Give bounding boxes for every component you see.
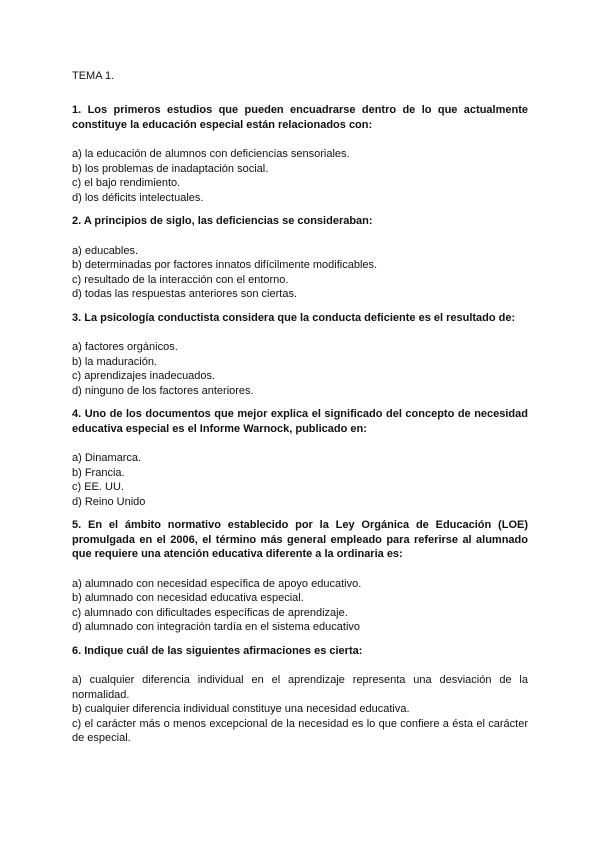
answer-option: d) alumnado con integración tardía en el sistema educativo xyxy=(72,621,361,633)
document-content xyxy=(72,68,528,755)
answer-option: b) alumnado con necesidad educativa especial. xyxy=(72,592,304,604)
answer-option: b) los problemas de inadaptación social. xyxy=(72,162,269,175)
question-text: 1. Los primeros estudios que pueden encuadrarse dentro de lo que actualmente constituye la educación especial están relacionados con: xyxy=(72,104,528,131)
answer-option: c) aprendizajes inadecuados. xyxy=(72,370,216,382)
answer-option: d) todas las respuestas anteriores son ciertas. xyxy=(72,288,298,300)
answer-option: c) alumnado con dificultades específicas de aprendizaje. xyxy=(72,606,348,619)
answer-option: d) los déficits intelectuales. xyxy=(72,191,204,204)
answer-option: a) Dinamarca. xyxy=(72,452,142,464)
answer-option: b) determinadas por factores innatos difícilmente modificables. xyxy=(72,259,378,271)
question-6 xyxy=(72,644,528,746)
answer-option: d) Reino Unido xyxy=(72,495,146,508)
answer-option: c) el carácter más o menos excepcional de la necesidad es lo que confiere a ésta el carácter de especial. xyxy=(72,717,528,744)
answer-option: d) ninguno de los factores anteriores. xyxy=(72,384,254,397)
question-text: 4. Uno de los documentos que mejor explica el significado del concepto de necesidad educativa especial es el Informe Warnock, publicado en: xyxy=(72,408,528,435)
answer-option: a) la educación de alumnos con deficiencias sensoriales. xyxy=(72,148,350,160)
document-title: TEMA 1. xyxy=(72,70,115,82)
question-text: 6. Indique cuál de las siguientes afirmaciones es cierta: xyxy=(72,644,363,657)
answer-option: b) Francia. xyxy=(72,466,125,479)
question-3 xyxy=(72,311,528,399)
answer-option: c) EE. UU. xyxy=(72,481,124,493)
answer-option: c) el bajo rendimiento. xyxy=(72,177,181,189)
answer-option: a) educables. xyxy=(72,244,139,257)
question-4 xyxy=(72,407,528,509)
answer-option: a) factores orgánicos. xyxy=(72,341,178,353)
answer-option: c) resultado de la interacción con el entorno. xyxy=(72,273,289,286)
question-2 xyxy=(72,214,528,302)
answer-option: a) cualquier diferencia individual en el aprendizaje representa una desviación de la normalidad. xyxy=(72,674,528,701)
question-5 xyxy=(72,518,528,635)
answer-option: b) cualquier diferencia individual constituye una necesidad educativa. xyxy=(72,703,410,715)
question-1 xyxy=(72,103,528,205)
answer-option: a) alumnado con necesidad específica de apoyo educativo. xyxy=(72,577,362,590)
question-text: 2. A principios de siglo, las deficiencias se consideraban: xyxy=(72,215,373,227)
question-text: 5. En el ámbito normativo establecido por la Ley Orgánica de Educación (LOE) promulgada en el 2006, el término más general empleado para referirse al alumnado que requiere una atención educativa diferente a la ordinaria es: xyxy=(72,519,528,560)
answer-option: b) la maduración. xyxy=(72,355,157,368)
question-text: 3. La psicología conductista considera que la conducta deficiente es el resultado de: xyxy=(72,311,516,324)
